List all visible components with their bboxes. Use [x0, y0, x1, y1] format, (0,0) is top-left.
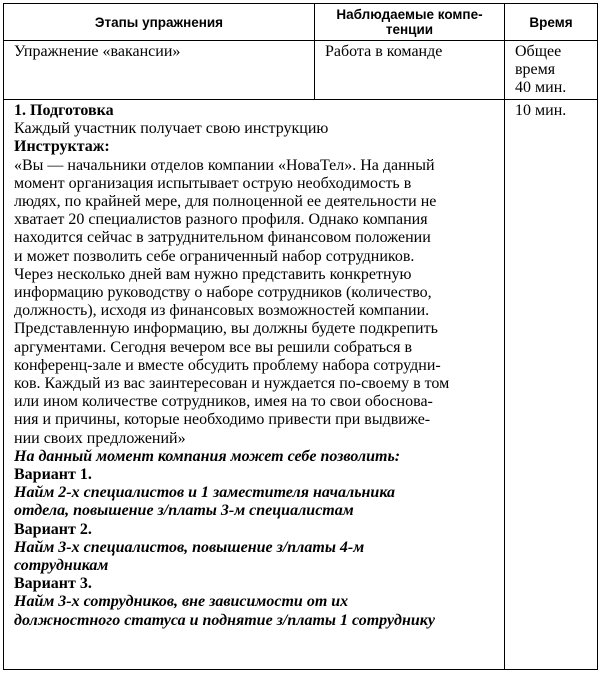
total-time-line: время [515, 61, 556, 79]
header-competencies-line2: тенции [385, 22, 434, 37]
paragraph-line: аргументами. Сегодня вечером все вы решили собраться в [14, 338, 413, 356]
paragraph-line: или ином количестве сотрудников, имея на то свои обоснова- [14, 393, 433, 411]
paragraph-line: момент организация испытывает острую необходимость в [14, 174, 412, 192]
variant-title: Вариант 2. [14, 520, 92, 538]
total-time-cell [505, 41, 598, 100]
variant-title: Вариант 3. [14, 575, 92, 593]
header-competencies-line1: Наблюдаемые компе- [336, 7, 483, 22]
paragraph-line: хватает 20 специалистов разного профиля. Однако компания [14, 211, 428, 229]
competence-cell: Работа в команде [315, 41, 505, 100]
preparation-time-cell: 10 мин. [505, 100, 598, 670]
variant-text-line: Найм 3-х специалистов, повышение з/платы 4-м [14, 538, 365, 556]
options-title: На данный момент компания может себе позволить: [14, 447, 401, 465]
exercise-name-cell: Упражнение «вакансии» [4, 41, 315, 100]
header-time: Время [505, 4, 598, 41]
paragraph-line: Через несколько дней вам нужно представить конкретную [14, 265, 412, 283]
variant-text-line: Найм 2-х специалистов и 1 заместителя начальника [14, 484, 396, 502]
table-row [4, 41, 598, 100]
variant-text-line: сотрудникам [14, 557, 109, 575]
header-stages: Этапы упражнения [4, 4, 315, 41]
paragraph-line: людях, по крайней мере, для полноценной ее деятельности не [14, 193, 437, 211]
variant-title: Вариант 1. [14, 466, 92, 484]
table-row [4, 100, 598, 670]
briefing-paragraph [14, 157, 500, 448]
briefing-title: Инструктаж: [14, 138, 110, 156]
paragraph-line: должность), исходя из финансовых возможностей компании. [14, 302, 430, 320]
total-time-line: Общее [515, 43, 562, 60]
paragraph-line: информацию руководству о наборе сотрудников (количество, [14, 284, 432, 302]
paragraph-line: ния и причины, которые необходимо привести при выдвиже- [14, 411, 431, 429]
paragraph-line: ков. Каждый из вас заинтересован и нуждается по-своему в том [14, 375, 450, 393]
intro-text: Каждый участник получает свою инструкцию [14, 120, 329, 138]
paragraph-line: конференц-зале и вместе обсудить проблему набора сотрудни- [14, 356, 441, 374]
total-time-line: 40 мин. [515, 79, 567, 97]
variant-text-line: отдела, повышение з/платы 3-м специалистам [14, 502, 354, 520]
paragraph-line: «Вы — начальники отделов компании «НоваТел». На данный [14, 156, 435, 174]
paragraph-line: нии своих предложений» [14, 429, 186, 447]
header-competencies [315, 4, 505, 41]
preparation-cell [4, 100, 505, 670]
paragraph-line: и может позволить себе ограниченный набор сотрудников. [14, 247, 415, 265]
section-title: 1. Подготовка [14, 102, 114, 119]
variant-text-line: Найм 3-х сотрудников, вне зависимости от их [14, 593, 349, 611]
variant-text-line: должностного статуса и поднятие з/платы 1 сотруднику [14, 611, 435, 629]
paragraph-line: находится сейчас в затруднительном финансовом положении [14, 229, 431, 247]
header-row [4, 4, 598, 41]
paragraph-line: Представленную информацию, вы должны будете подкрепить [14, 320, 438, 338]
exercise-table [3, 3, 598, 670]
